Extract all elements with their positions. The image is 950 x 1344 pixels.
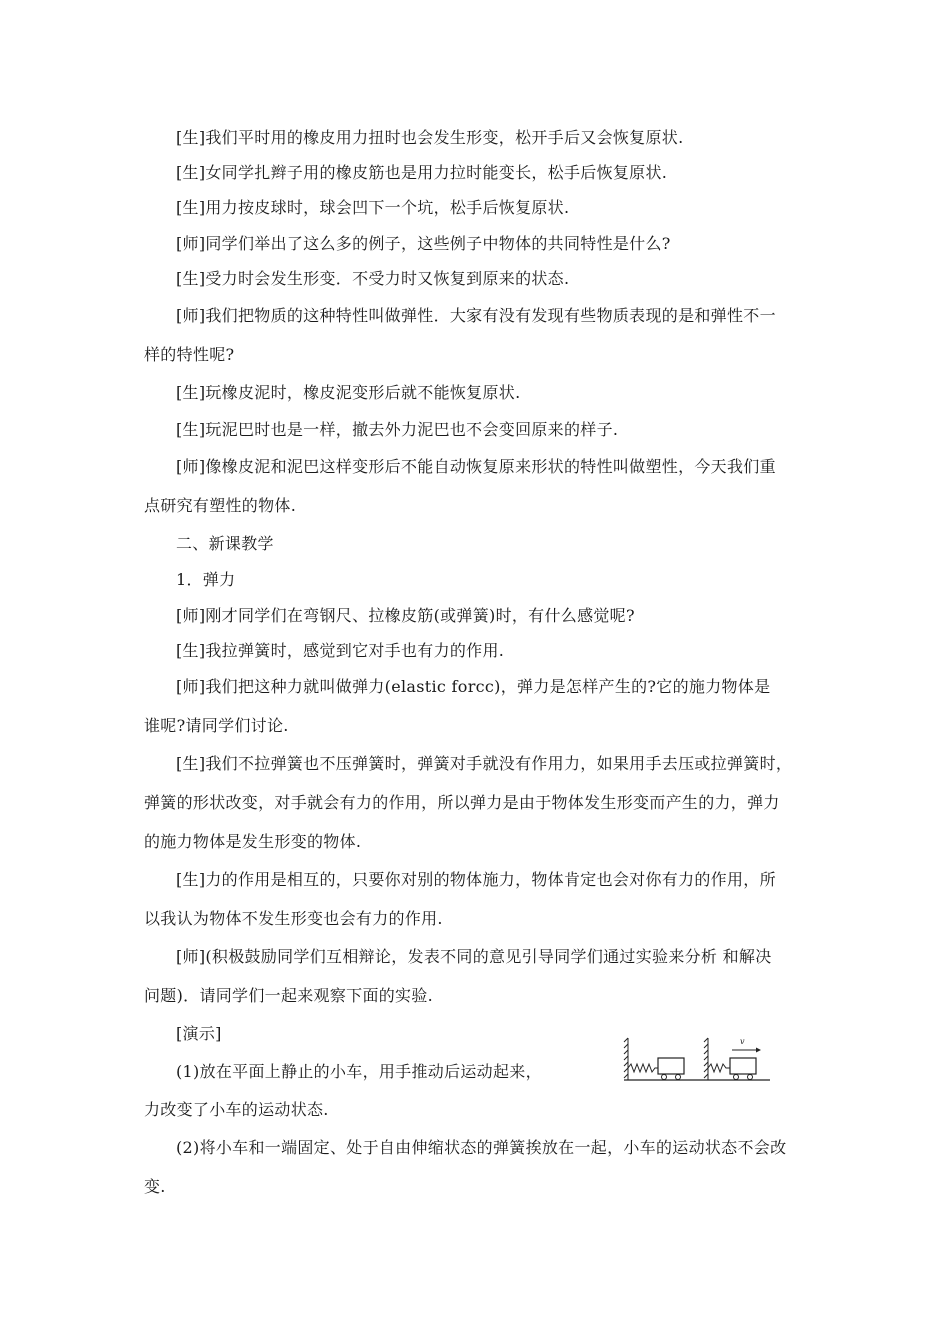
paragraph-line: [师]我们把物质的这种特性叫做弹性．大家有没有发现有些物质表现的是和弹性不一 (176, 306, 776, 325)
paragraph-line: 谁呢?请同学们讨论. (144, 716, 289, 735)
paragraph-line: [师]同学们举出了这么多的例子，这些例子中物体的共同特性是什么? (176, 234, 671, 253)
paragraph-line: [生]玩泥巴时也是一样，撤去外力泥巴也不会变回原来的样子. (176, 420, 619, 439)
paragraph-line: [生]我们不拉弹簧也不压弹簧时，弹簧对手就没有作用力，如果用手去压或拉弹簧时， (176, 754, 793, 773)
paragraph-line: [生]用力按皮球时，球会凹下一个坑，松手后恢复原状. (176, 198, 570, 217)
left-cart-wheel (662, 1075, 667, 1080)
right-cart-wheel (748, 1075, 753, 1080)
paragraph-line: 弹簧的形状改变，对手就会有力的作用，所以弹力是由于物体发生形变而产生的力，弹力 (144, 793, 780, 812)
left-cart (658, 1058, 684, 1074)
paragraph-line: [师](积极鼓励同学们互相辩论，发表不同的意见引导同学们通过实验来分析 和解决 (176, 947, 772, 966)
paragraph-line: 的施力物体是发生形变的物体. (144, 832, 362, 851)
velocity-arrowhead (756, 1048, 761, 1053)
right-cart (730, 1058, 756, 1074)
paragraph-line: [生]力的作用是相互的，只要你对别的物体施力，物体肯定也会对你有力的作用，所 (176, 870, 776, 889)
paragraph-line: [师]我们把这种力就叫做弹力(elastic forcc)，弹力是怎样产生的?它的施力物体是 (176, 677, 771, 696)
left-spring (628, 1064, 658, 1072)
paragraph-line: [生]受力时会发生形变．不受力时又恢复到原来的状态. (176, 269, 570, 288)
paragraph-line: [生]玩橡皮泥时，橡皮泥变形后就不能恢复原状. (176, 383, 521, 402)
section-heading: 二、新课教学 (176, 534, 274, 553)
right-spring (708, 1064, 730, 1072)
spring-cart-figure (622, 1028, 772, 1086)
subsection-heading: 1．弹力 (176, 570, 236, 589)
left-cart-wheel (676, 1075, 681, 1080)
paragraph-line: (1)放在平面上静止的小车，用手推动后运动起来， (176, 1062, 542, 1081)
paragraph-line: (2)将小车和一端固定、处于自由伸缩状态的弹簧挨放在一起，小车的运动状态不会改 (176, 1138, 787, 1157)
paragraph-line: 样的特性呢? (144, 345, 235, 364)
paragraph-line: 力改变了小车的运动状态. (144, 1100, 329, 1119)
right-cart-wheel (734, 1075, 739, 1080)
velocity-label: v (740, 1037, 745, 1046)
paragraph-line: [师]像橡皮泥和泥巴这样变形后不能自动恢复原来形状的特性叫做塑性，今天我们重 (176, 457, 776, 476)
paragraph-line: [生]我拉弹簧时，感觉到它对手也有力的作用. (176, 641, 505, 660)
paragraph-line: [生]我们平时用的橡皮用力扭时也会发生形变，松开手后又会恢复原状. (176, 128, 684, 147)
demo-label: [演示] (176, 1024, 222, 1043)
paragraph-line: 问题)．请同学们一起来观察下面的实验. (144, 986, 434, 1005)
left-wall (624, 1038, 628, 1080)
paragraph-line: 点研究有塑性的物体. (144, 496, 297, 515)
paragraph-line: 以我认为物体不发生形变也会有力的作用. (144, 909, 443, 928)
paragraph-line: 变. (144, 1177, 166, 1196)
right-wall (704, 1038, 708, 1080)
paragraph-line: [师]刚才同学们在弯钢尺、拉橡皮筋(或弹簧)时，有什么感觉呢? (176, 606, 635, 625)
paragraph-line: [生]女同学扎辫子用的橡皮筋也是用力拉时能变长，松手后恢复原状. (176, 163, 668, 182)
